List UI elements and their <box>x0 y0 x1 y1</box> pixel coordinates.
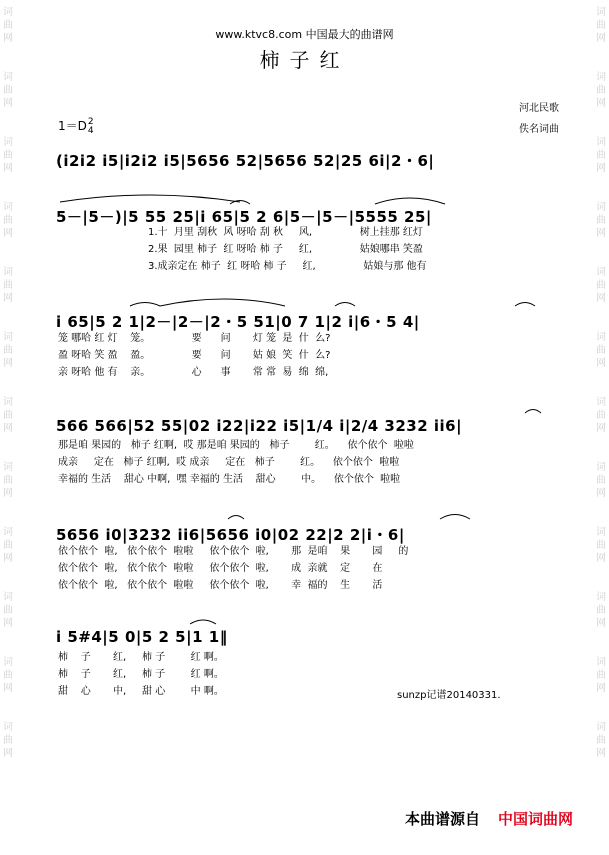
footer-text: 本曲谱源自 <box>404 810 480 828</box>
time-top: 2 <box>87 116 94 127</box>
lyric-block-4-verse-1: 那是咱 果园的 柿子 红啊, 哎 那是咱 果园的 柿子 红。 依个依个 啦啦 <box>58 440 414 451</box>
notation-line-5: 5656 i0|3232 ii6|5656 i0|02 22|2 2|i・6| <box>56 526 405 544</box>
lyric-block-2-verse-1: 1.十 月里 刮秋 风 呀哈 刮 秋 风, 树上挂那 红灯 <box>148 227 423 238</box>
page-title: 柿子红 <box>259 48 350 72</box>
key-label: 1＝D <box>58 119 87 133</box>
notation-line-1: (i2i2 i5|i2i2 i5|5656 52|5656 52|25 6i|2・6| <box>56 152 435 170</box>
notation-line-2: 5－|5－)|5 55 25|i 65|5 2 6|5－|5－|5555 25| <box>56 208 432 226</box>
lyric-block-2-verse-3: 3.成亲定在 柿子 红 呀哈 柿 子 红, 姑娘与那 他有 <box>148 261 427 272</box>
lyricist-credit: 佚名词曲 <box>519 124 559 135</box>
lyric-block-5-verse-1: 依个依个 啦, 依个依个 啦啦 依个依个 啦, 那 是咱 果 园 的 <box>58 546 409 557</box>
lyric-block-4-verse-3: 幸福的 生活 甜心 中啊, 嘿 幸福的 生活 甜心 中。 依个依个 啦啦 <box>58 474 401 485</box>
time-bottom: 4 <box>87 125 94 136</box>
watermark-left: 词 曲 网 词 曲 网 词 曲 网 词 曲 网 词 曲 网 词 曲 网 词 曲 网 词 曲 网 词 曲 网 词 曲 网 词 曲 网 词 曲 网 <box>3 7 13 759</box>
origin-credit: 河北民歌 <box>519 103 559 114</box>
notation-line-3: i 65|5 2 1|2－|2－|2・5 51|0 7 1|2 i|6・5 4| <box>56 313 420 331</box>
site-header: www.ktvc8.com 中国最大的曲谱网 <box>215 28 394 41</box>
time-signature <box>88 118 94 136</box>
notation-line-4: 566 566|52 55|02 i22|i22 i5|1/4 i|2/4 3232 ii6| <box>56 417 463 435</box>
notation-line-6: i 5#4|5 0|5 2 5|1 1‖ <box>56 628 228 646</box>
lyric-block-5-verse-3: 依个依个 啦, 依个依个 啦啦 依个依个 啦, 幸 福的 生 活 <box>58 580 383 591</box>
lyric-block-6-verse-1: 柿 子 红, 柿 子 红 啊。 <box>58 652 224 663</box>
lyric-block-3-verse-1: 笼 哪哈 红 灯 笼。 要 问 灯 笼 是 什 么? <box>58 333 331 344</box>
lyric-block-6-verse-3: 甜 心 中, 甜 心 中 啊。 <box>58 686 224 697</box>
lyric-block-6-verse-2: 柿 子 红, 柿 子 红 啊。 <box>58 669 224 680</box>
footer-brand: 中国词曲网 <box>497 810 573 828</box>
lyric-block-2-verse-2: 2.果 园里 柿子 红 呀哈 柿 子 红, 姑娘哪串 笑盈 <box>148 244 423 255</box>
key-signature <box>58 117 94 136</box>
lyric-block-3-verse-2: 盈 呀哈 笑 盈 盈。 要 问 姑 娘 笑 什 么? <box>58 350 331 361</box>
lyric-block-5-verse-2: 依个依个 啦, 依个依个 啦啦 依个依个 啦, 成 亲就 定 在 <box>58 563 383 574</box>
transcriber-note: sunzp记谱20140331. <box>397 690 501 701</box>
lyric-block-3-verse-3: 亲 呀哈 他 有 亲。 心 事 常 常 易 绵 绵, <box>58 367 329 378</box>
lyric-block-4-verse-2: 成亲 定在 柿子 红啊, 哎 成亲 定在 柿子 红。 依个依个 啦啦 <box>58 457 400 468</box>
watermark-right: 词 曲 网 词 曲 网 词 曲 网 词 曲 网 词 曲 网 词 曲 网 词 曲 网 词 曲 网 词 曲 网 词 曲 网 词 曲 网 词 曲 网 <box>596 7 606 759</box>
source-footer <box>405 808 573 829</box>
